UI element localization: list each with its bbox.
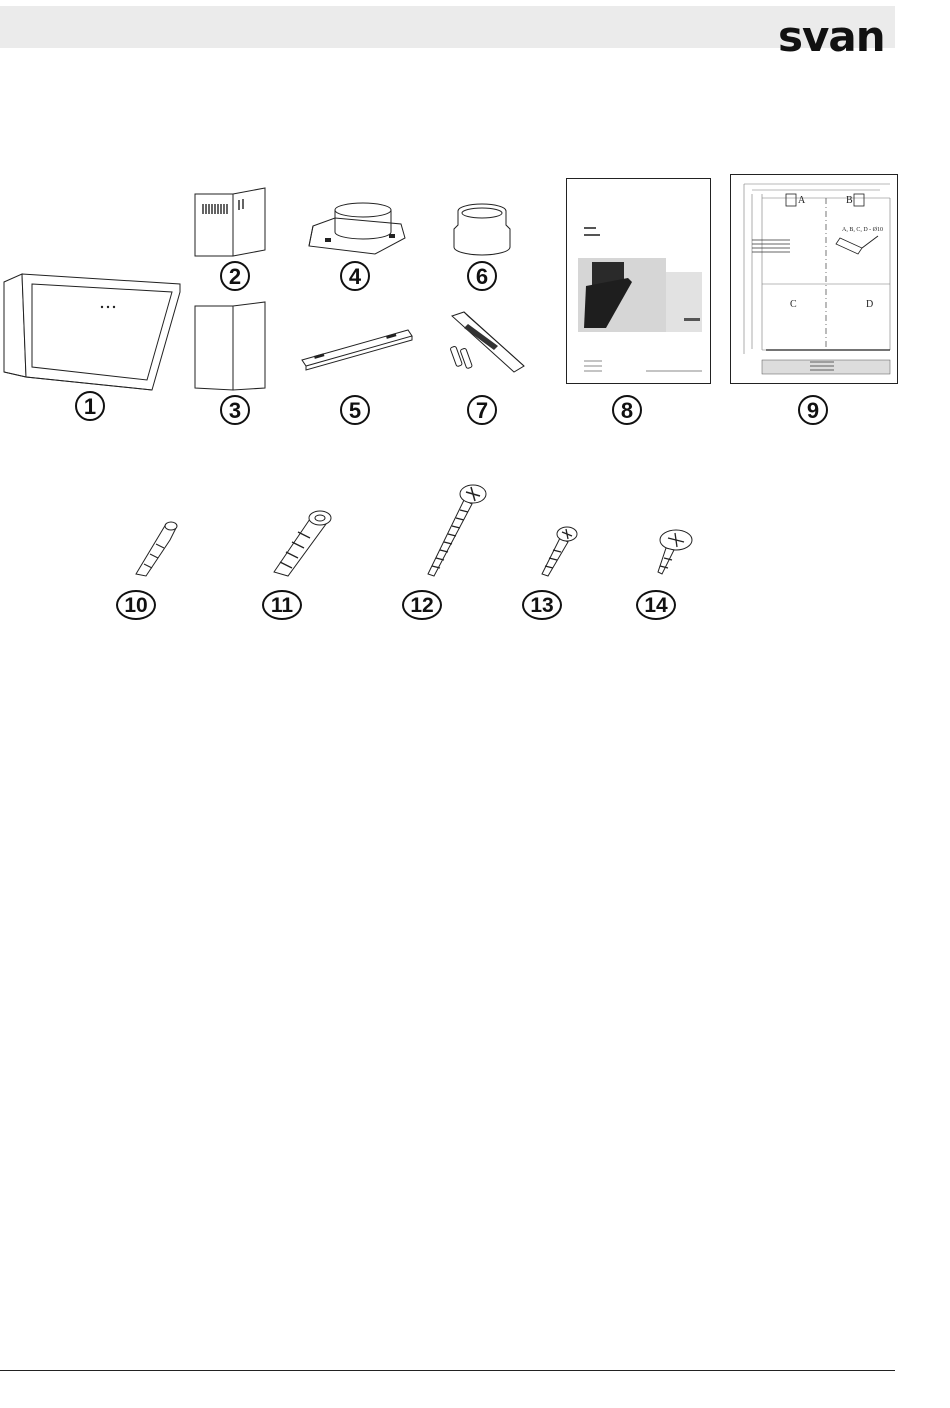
- part-10-small-wall-plug: [130, 516, 184, 578]
- part-number-11: 11: [262, 590, 302, 620]
- part-number-1: 1: [75, 391, 105, 421]
- footer-rule: [0, 1370, 895, 1371]
- part-number-14: 14: [636, 590, 676, 620]
- part-4-outlet-adapter: [305, 198, 409, 258]
- part-number-7: 7: [467, 395, 497, 425]
- template-label-diameter: A, B, C, D - Ø10: [842, 227, 884, 233]
- part-number-5: 5: [340, 395, 370, 425]
- part-number-10: 10: [116, 590, 156, 620]
- part-number-2: 2: [220, 261, 250, 291]
- part-1-hood-body: [2, 262, 184, 394]
- part-number-8: 8: [612, 395, 642, 425]
- part-11-large-wall-plug: [268, 502, 340, 578]
- part-6-duct-reducer: [452, 201, 516, 257]
- part-number-12: 12: [402, 590, 442, 620]
- part-5-chimney-bracket: [300, 318, 416, 372]
- template-label-d: D: [866, 299, 874, 310]
- template-label-a: A: [798, 195, 806, 206]
- part-9-installation-template: [730, 174, 898, 384]
- part-8-user-manual: [566, 178, 711, 384]
- part-14-flat-head-screw: [648, 526, 696, 576]
- part-number-4: 4: [340, 261, 370, 291]
- part-3-lower-chimney: [193, 300, 269, 392]
- part-number-9: 9: [798, 395, 828, 425]
- header-band: [0, 6, 895, 48]
- part-number-6: 6: [467, 261, 497, 291]
- part-7-mounting-bracket: [444, 310, 526, 374]
- part-13-short-screw: [536, 522, 582, 578]
- brand-logo: svan: [778, 12, 885, 61]
- template-label-b: B: [846, 195, 853, 206]
- template-label-c: C: [790, 299, 797, 310]
- part-12-long-screw: [420, 476, 490, 578]
- part-number-3: 3: [220, 395, 250, 425]
- part-number-13: 13: [522, 590, 562, 620]
- part-2-upper-chimney: [193, 186, 269, 258]
